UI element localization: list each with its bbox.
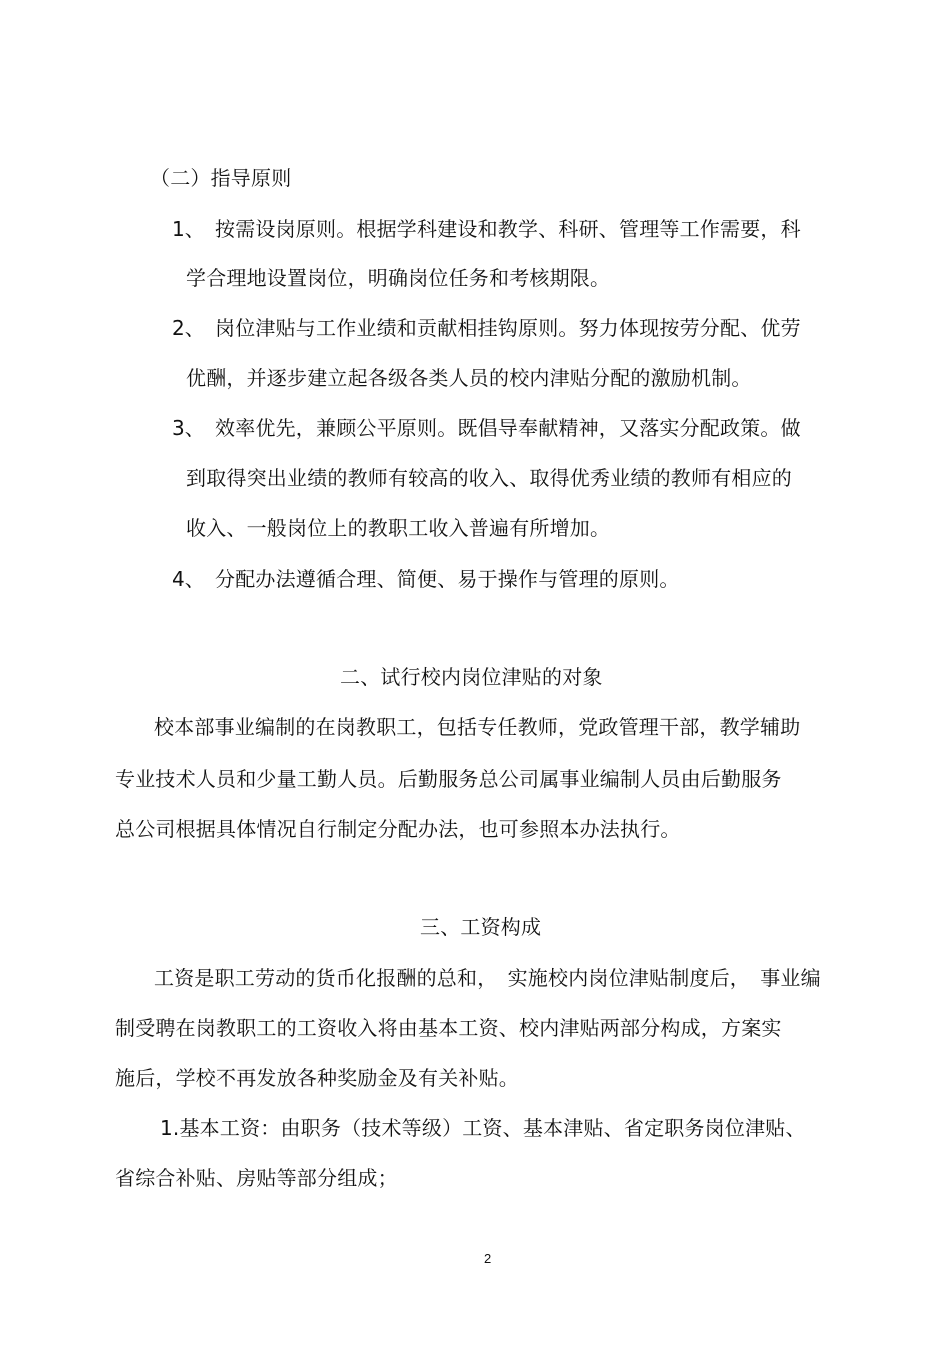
part3-paragraph-line: 施后，学校不再发放各种奖励金及有关补贴。	[115, 1066, 519, 1090]
principle-number: 3、	[172, 416, 205, 440]
principle-number: 1、	[172, 217, 205, 241]
principle-text: 效率优先，兼顾公平原则。既倡导奉献精神，又落实分配政策。做	[215, 416, 801, 440]
principle-text: 分配办法遵循合理、简便、易于操作与管理的原则。	[215, 567, 680, 591]
principle-text: 按需设岗原则。根据学科建设和教学、科研、管理等工作需要，科	[215, 217, 801, 241]
part3-paragraph-line: 制受聘在岗教职工的工资收入将由基本工资、校内津贴两部分构成，方案实	[115, 1016, 782, 1040]
principle-text: 到取得突出业绩的教师有较高的收入、取得优秀业绩的教师有相应的	[186, 466, 792, 490]
principle-text: 收入、一般岗位上的教职工收入普遍有所增加。	[186, 516, 611, 540]
principle-text: 学合理地设置岗位，明确岗位任务和考核期限。	[186, 266, 611, 290]
part2-paragraph-line: 专业技术人员和少量工勤人员。后勤服务总公司属事业编制人员由后勤服务	[115, 767, 782, 791]
part3-title: 三、工资构成	[420, 915, 542, 939]
part3-item1-line: 省综合补贴、房贴等部分组成；	[115, 1166, 398, 1190]
part2-paragraph-line: 校本部事业编制的在岗教职工，包括专任教师，党政管理干部，教学辅助	[154, 715, 801, 739]
part2-paragraph-line: 总公司根据具体情况自行制定分配办法，也可参照本办法执行。	[115, 817, 681, 841]
part2-title: 二、试行校内岗位津贴的对象	[340, 665, 603, 689]
principle-number: 4、	[172, 567, 205, 591]
principle-number: 2、	[172, 316, 205, 340]
principle-text: 岗位津贴与工作业绩和贡献相挂钩原则。努力体现按劳分配、优劳	[215, 316, 801, 340]
part3-paragraph-line: 工资是职工劳动的货币化报酬的总和， 实施校内岗位津贴制度后， 事业编	[154, 966, 821, 990]
page-number: 2	[484, 1251, 492, 1266]
principle-text: 优酬，并逐步建立起各级各类人员的校内津贴分配的激励机制。	[186, 366, 752, 390]
section-heading: （二）指导原则	[150, 166, 292, 190]
part3-item1-line: 1.基本工资：由职务（技术等级）工资、基本津贴、省定职务岗位津贴、	[160, 1116, 806, 1140]
